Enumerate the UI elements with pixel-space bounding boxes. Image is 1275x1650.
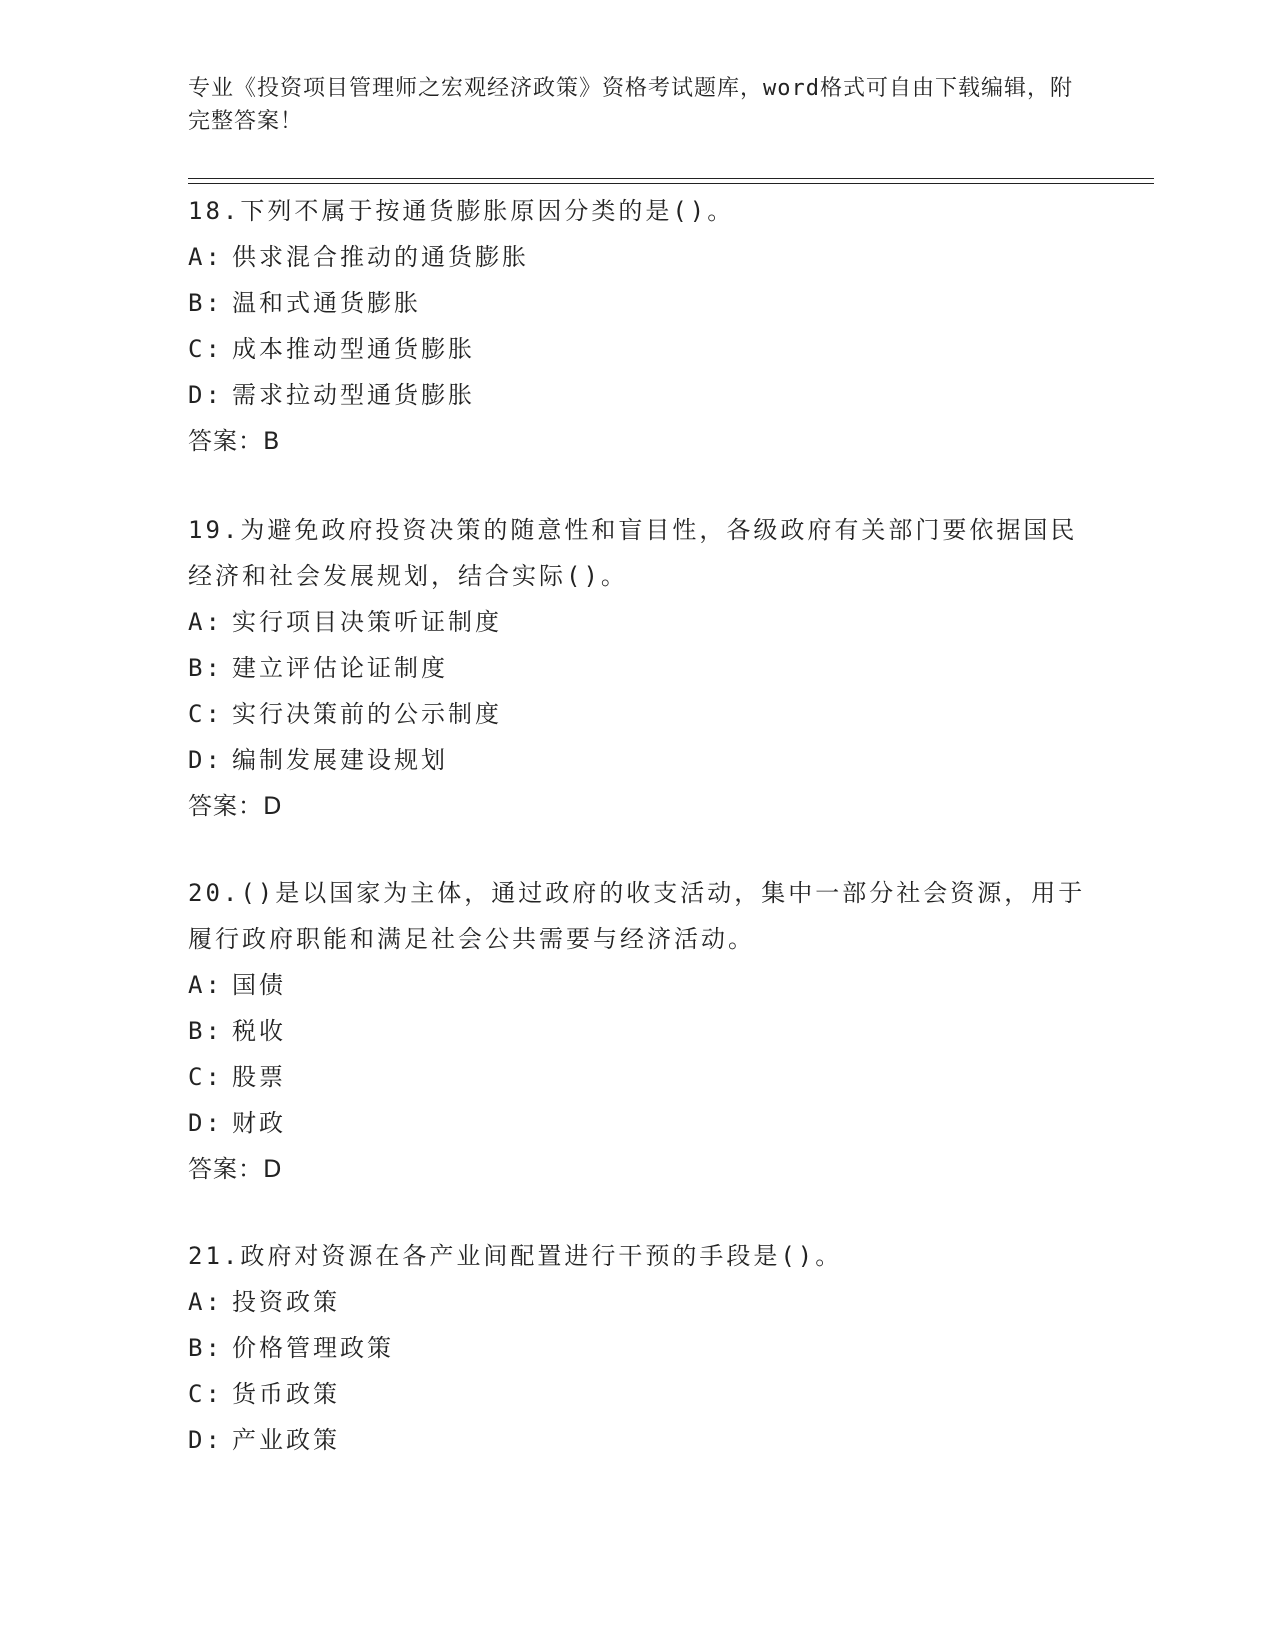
option-d	[188, 1417, 1088, 1463]
option-letter: A:	[188, 243, 223, 271]
document-header: 专业《投资项目管理师之宏观经济政策》资格考试题库，word格式可自由下载编辑，附完整答案！	[188, 76, 1073, 134]
question-stem: 20.()是以国家为主体，通过政府的收支活动，集中一部分社会资源，用于履行政府职能和满足社会公共需要与经济活动。	[188, 879, 1086, 953]
option-d	[188, 1100, 1088, 1146]
answer-line: 答案：D	[188, 792, 283, 820]
question-stem: 19.为避免政府投资决策的随意性和盲目性，各级政府有关部门要依据国民经济和社会发展规划，结合实际()。	[188, 516, 1078, 590]
header-divider-top	[188, 178, 1154, 179]
option-b	[188, 1325, 1088, 1371]
option-letter: A:	[188, 971, 223, 999]
option-a	[188, 1279, 1088, 1325]
option-text: 价格管理政策	[232, 1334, 394, 1362]
option-b	[188, 645, 1088, 691]
option-text: 成本推动型通货膨胀	[232, 335, 475, 363]
option-text: 实行决策前的公示制度	[232, 700, 502, 728]
option-c	[188, 1054, 1088, 1100]
option-text: 需求拉动型通货膨胀	[232, 381, 475, 409]
option-d	[188, 372, 1088, 418]
option-text: 编制发展建设规划	[232, 746, 448, 774]
option-a	[188, 599, 1088, 645]
option-b	[188, 280, 1088, 326]
option-text: 实行项目决策听证制度	[232, 608, 502, 636]
option-letter: C:	[188, 700, 223, 728]
option-b	[188, 1008, 1088, 1054]
question-18	[188, 188, 1088, 464]
option-letter: D:	[188, 1426, 223, 1454]
option-c	[188, 691, 1088, 737]
option-letter: D:	[188, 746, 223, 774]
option-c	[188, 1371, 1088, 1417]
option-a	[188, 234, 1088, 280]
question-stem: 18.下列不属于按通货膨胀原因分类的是()。	[188, 197, 735, 225]
option-text: 税收	[232, 1017, 286, 1045]
option-text: 货币政策	[232, 1380, 340, 1408]
question-19	[188, 507, 1088, 829]
option-c	[188, 326, 1088, 372]
option-letter: C:	[188, 1063, 223, 1091]
option-text: 供求混合推动的通货膨胀	[232, 243, 529, 271]
option-letter: C:	[188, 335, 223, 363]
option-text: 财政	[232, 1109, 286, 1137]
option-letter: B:	[188, 1334, 223, 1362]
option-letter: A:	[188, 1288, 223, 1316]
option-text: 温和式通货膨胀	[232, 289, 421, 317]
option-a	[188, 962, 1088, 1008]
option-letter: D:	[188, 1109, 223, 1137]
option-letter: D:	[188, 381, 223, 409]
question-stem: 21.政府对资源在各产业间配置进行干预的手段是()。	[188, 1242, 843, 1270]
option-d	[188, 737, 1088, 783]
header-divider-bottom	[188, 183, 1154, 184]
answer-line: 答案：D	[188, 1155, 283, 1183]
option-letter: B:	[188, 654, 223, 682]
question-20	[188, 870, 1088, 1192]
option-text: 建立评估论证制度	[232, 654, 448, 682]
question-21	[188, 1233, 1088, 1463]
option-text: 产业政策	[232, 1426, 340, 1454]
option-text: 国债	[232, 971, 286, 999]
option-letter: C:	[188, 1380, 223, 1408]
option-text: 股票	[232, 1063, 286, 1091]
answer-line: 答案：B	[188, 427, 281, 455]
option-letter: B:	[188, 289, 223, 317]
option-text: 投资政策	[232, 1288, 340, 1316]
option-letter: B:	[188, 1017, 223, 1045]
option-letter: A:	[188, 608, 223, 636]
